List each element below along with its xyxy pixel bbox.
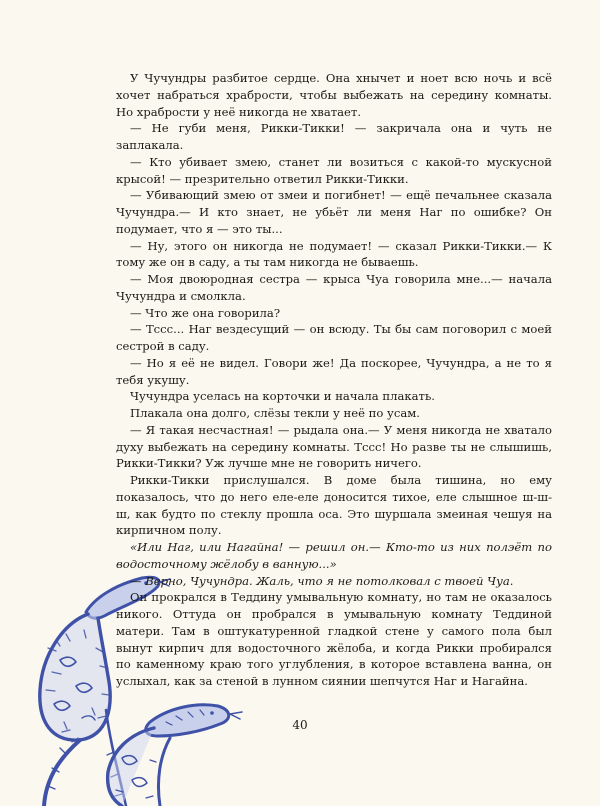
paragraph: — Но я её не видел. Говори же! Да поскорее, Чучундра, а не то я тебя укушу. [116, 355, 552, 387]
paragraph: — Ну, этого он никогда не подумает! — сказал Рикки-Тикки.— К тому же он в саду, а ты там никогда не бываешь. [116, 238, 552, 270]
paragraph: Чучундра уселась на корточки и начала плакать. [130, 389, 435, 404]
paragraph: — Тссс... Наг вездесущий — он всюду. Ты бы сам поговорил с моей сестрой в саду. [116, 322, 552, 353]
paragraph: — Верно, Чучундра. Жаль, что я не потолковал с твоей Чуа. [130, 573, 514, 588]
story-text [116, 70, 552, 690]
paragraph: Он прокрался в Теддину умывальную комнату, но там не оказалось никого. Оттуда он пробрался в умывальную комнату Теддиной матери. Там в оштукатуренной гладкой стене у самого пола был вынут кирпич для водосточного жёлоба, и когда Рикки пробирался по каменному краю того углубления, в которое вставлена ванна, он услыхал, как за стеной в лунном сиянии шепчутся Наг и Нагайна. [116, 590, 552, 688]
paragraph: Плакала она долго, слёзы текли у неё по усам. [130, 406, 420, 420]
paragraph: У Чучундры разбитое сердце. Она хнычет и ноет всю ночь и всё хочет набраться храбрости, чтобы выбежать на середину комнаты. Но храбрости у неё никогда не хватает. [116, 71, 552, 119]
paragraph: — Кто убивает змею, станет ли возиться с какой-то мускусной крысой! — презрительно ответил Рикки-Тикки. [116, 154, 552, 186]
page-number: 40 [292, 718, 308, 732]
paragraph-thought: «Или Наг, или Нагайна! — решил он.— Кто-то из них полэёт по водосточному жёлобу в ванную...» [116, 540, 552, 571]
paragraph: Рикки-Тикки прислушался. В доме была тишина, но ему показалось, что до него еле-еле доносится тихое, еле слышное ш-ш-ш, как будто по стеклу прошла оса. Это шуршала змеиная чешуя на кирпичном полу. [116, 473, 552, 538]
paragraph: — Моя двоюродная сестра — крыса Чуа говорила мне...— начала Чучундра и смолкла. [116, 272, 552, 303]
paragraph: — Убивающий змею от змеи и погибнет! — ещё печальнее сказала Чучундра.— И кто знает, не убьёт ли меня Наг по ошибке? Он подумает, что я — это ты... [116, 188, 552, 236]
paragraph: — Что же она говорила? [130, 305, 281, 320]
paragraph: — Не губи меня, Рикки-Тикки! — закричала она и чуть не заплакала. [116, 121, 552, 152]
lower-cobra-hood [108, 728, 154, 806]
paragraph: — Я такая несчастная! — рыдала она.— У меня никогда не хватало духу выбежать на середину комнаты. Тссс! Но разве ты не слышишь, Рикки-Тикки? Уж лучше мне не говорить ничего. [116, 422, 552, 471]
